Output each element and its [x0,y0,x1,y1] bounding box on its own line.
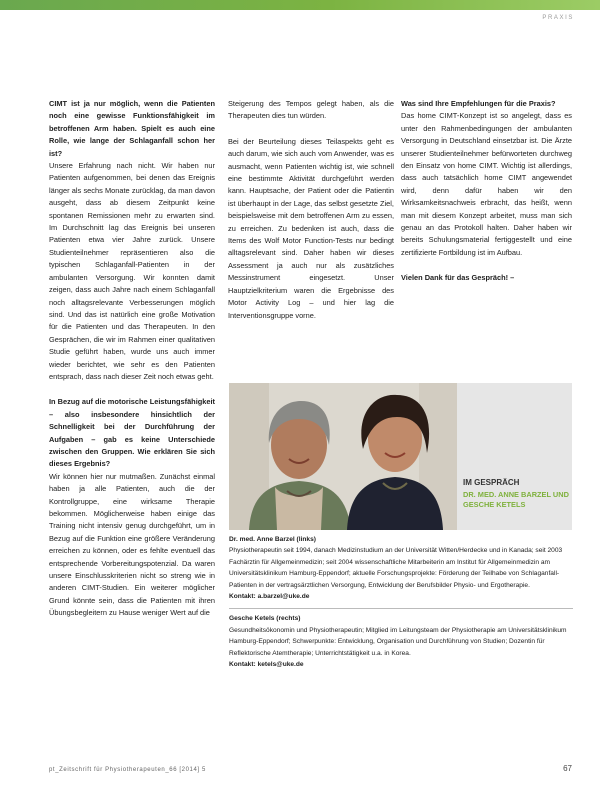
column-2 [228,98,394,335]
answer-3: Bei der Beurteilung dieses Teilaspekts geht es auch darum, wie sich auch vom Anwender, was es ausmacht, wenn Patienten wichtig ist, wie schnell eine bestimmte Aktivität durchgeführt werden kann. Hauptsache, der Patient oder die Patientin ist überhaupt in der Lage, das selbst gesetzte Ziel, beispielsweise mit dem betroffenen Arm zu essen, zu erreichen. Zu bedenken ist auch, dass die Items des Wolf Motor Function-Tests nur bedingt alltagsrelevant sind. Daher haben wir dieses Assessment ja auch nur als zusätzliches Messinstrument eingesetzt. Unser Hauptzielkriterium waren die Ergebnisse des Motor Activity Log – und hier lag die Interventionsgruppe vorne. [228,136,394,320]
interview-title: IM GESPRÄCH [463,478,520,487]
page-number: 67 [563,764,572,773]
answer-1: Unsere Erfahrung nach nicht. Wir haben nur Patienten aufgenommen, bei denen das Ereignis länger als sechs Monate zurücklag, da man davon ausgeht, dass ab diesem Zeitpunkt keine spontanen Remissionen mehr zu erwarten sind. Im Durchschnitt lag das Ereignis bei unseren Patienten etwa vier Jahre zurück. Unsere Studienteilnehmer repräsentieren also die typischen Schlaganfall-Patienten in der ambulanten Versorgung. Wir konnten damit zeigen, dass auch Jahre nach einem Schlaganfall noch alltagsrelevante Verbesserungen möglich sind. Und das ist natürlich eine große Motivation für die Patienten und das Therapeuten. In den Gesprächen, die wir im Rahmen einer qualitativen Studie geführt haben, wurde uns auch immer wieder berichtet, wie sehr es den Patienten entsprach, dass nach dieser Zeit noch etwas geht. [49,161,215,381]
question-1: CIMT ist ja nur möglich, wenn die Patienten noch eine gewisse Funktionsfähigkeit im betroffenen Arm haben. Spielt es auch eine Rolle, wie lange der Schlaganfall schon her ist? [49,99,215,158]
column-1 [49,98,215,633]
bio-1-text: Physiotherapeutin seit 1994, danach Medizinstudium an der Universität Witten/Herdecke und in Kanada; seit 2003 Fachärztin für Allgemeinmedizin; seit 2004 wissenschaftliche Mitarbeiterin am Institut für Allgemeinmedizin am Universitätsklinikum Hamburg-Eppendorf; aktuelle Forschungsprojekte: Förderung der Teilhabe von Schlaganfall-Patienten in der vertragsärztlichen Versorgung, Entwicklung der Berufsbilder Physio- und Ergotherapie. [229,547,563,589]
answer-2-continued: Steigerung des Tempos gelegt haben, als die Therapeuten dies tun würden. [228,99,394,121]
column-3 [401,98,572,285]
interview-names: DR. MED. ANNE BARZEL UND GESCHE KETELS [463,490,569,509]
bio-2-contact: Kontakt: ketels@uke.de [229,661,304,669]
bio-divider [229,608,573,609]
journal-footer: pt_Zeitschrift für Physiotherapeuten_66 [2014] 5 [49,767,206,773]
bio-2-text: Gesundheitsökonomin und Physiotherapeutin; Mitglied im Leitungsteam der Physiotherapie am Universitätsklinikum Hamburg-Eppendorf; Schwerpunkte: Entwicklung, Organisation und Durchführung von Studien; Dozentin für Reflektorische Atemtherapie; Unterrichtstätigkeit u.a. in Korea. [229,626,567,657]
bio-1-contact: Kontakt: a.barzel@uke.de [229,593,310,601]
thanks-line: Vielen Dank für das Gespräch! [401,273,509,283]
answer-4: Das home CIMT-Konzept ist so angelegt, dass es unter den Rahmenbedingungen der ambulanten Versorgung in Deutschland einsetzbar ist. Die Ärzte unserer Studienteilnehmer befürworteten durchweg den Einsatz von home CIMT. Wichtig ist allerdings, dass auch tatsächlich home CIMT angewendet wird, denn dafür haben wir den Wirksamkeitsnachweis erbracht, das heißt, wenn man mit diesem Konzept arbeitet, muss man sich genau an das Protokoll halten. Daher haben wir bereits Schulungsmaterial fertiggestellt und eine zertifizierte Fortbildung ist im Aufbau. [401,111,572,257]
portrait-illustration [229,383,457,530]
question-2: In Bezug auf die motorische Leistungsfähigkeit – also insbesondere hinsichtlich der Schnelligkeit bei der Durchführung der Aufgaben – gab es keine Unterschiede zwischen den Gruppen. Wie erklären Sie sich dieses Ergebnis? [49,397,215,469]
author-bios [229,534,573,670]
top-accent-bar [0,0,600,10]
interview-photo [229,383,457,530]
bio-2-name: Gesche Ketels (rechts) [229,615,301,623]
bio-1-name: Dr. med. Anne Barzel (links) [229,536,316,543]
question-3: Was sind Ihre Empfehlungen für die Praxis? [401,99,556,108]
answer-2: Wir können hier nur mutmaßen. Zunächst einmal haben ja alle Patienten, auch die der Kontrollgruppe, eine wirksame Therapie bekommen. Möglicherweise haben einige das Training nicht intensiv genug durchgeführt, um in Bezug auf die Funktion eine größere Veränderung erreichen zu können, oder es fehlte eventuell das entsprechende Vorbereitungspotenzial. Da waren unsere Einschlusskriterien nicht so streng wie in anderen CIMT-Studien. Ein weiterer möglicher Grund könnte sein, dass die Patienten mit ihren Übungsbegleitern zu Hause weniger Wert auf die [49,471,215,618]
end-mark: – [510,273,515,283]
section-label: PRAXIS [542,15,574,21]
interview-label-box [457,383,572,530]
